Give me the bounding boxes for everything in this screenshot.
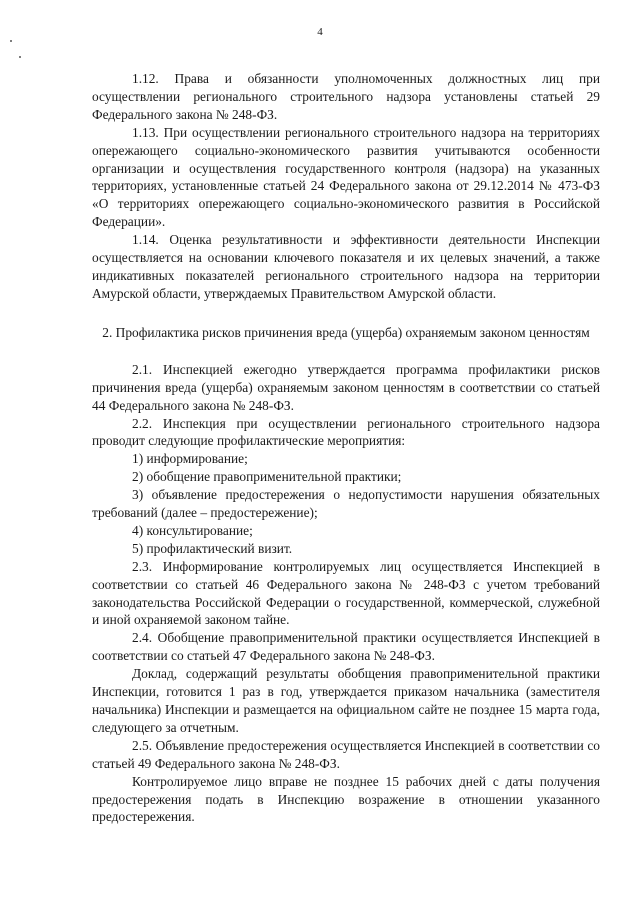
paragraph-2-5-objection: Контролируемое лицо вправе не позднее 15 рабочих дней с даты получения предостережения подать в Инспекцию возражение в отношении указанного предостережения. [92, 773, 600, 825]
list-item: 4) консультирование; [132, 522, 253, 538]
paragraph-2-2: 2.2. Инспекция при осуществлении регионального строительного надзора проводит следующие профилактические мероприятия: [92, 415, 600, 449]
paragraph-2-4-report: Доклад, содержащий результаты обобщения правоприменительной практики Инспекции, готовится 1 раз в год, утверждается приказом начальника (заместителя начальника) Инспекции и размещается на официальном сайте не позднее 15 марта года, следующего за отчетным. [92, 666, 600, 735]
page-number: 4 [317, 26, 323, 38]
paragraph-2-1: 2.1. Инспекцией ежегодно утверждается программа профилактики рисков причинения вреда (ущерба) охраняемым законом ценностям в соответствии со статьей 44 Федерального закона № 248-ФЗ. [92, 361, 600, 413]
paragraph-1-14: 1.14. Оценка результативности и эффективности деятельности Инспекции осуществляется на основании ключевого показателя и их целевых значений, а также индикативных показателей регионального строительного надзора на территории Амурской области, утверждаемых Правительством Амурской области. [92, 232, 600, 301]
paragraph-2-4: 2.4. Обобщение правоприменительной практики осуществляется Инспекцией в соответствии со статьей 47 Федерального закона № 248-ФЗ. [92, 630, 600, 664]
section-heading: 2. Профилактика рисков причинения вреда (ущерба) охраняемым законом ценностям [102, 324, 590, 340]
scan-speck [19, 56, 21, 58]
scan-speck [10, 40, 12, 42]
paragraph-1-12: 1.12. Права и обязанности уполномоченных должностных лиц при осуществлении регионального строительного надзора установлены статьей 29 Федерального закона № 248-ФЗ. [92, 71, 600, 122]
list-item: 5) профилактический визит. [132, 540, 293, 556]
paragraph-1-13: 1.13. При осуществлении регионального строительного надзора на территориях опережающего социально-экономического развития учитываются особенности организации и осуществления государственного контроля (надзора) на указанных территориях, установленные статьей 24 Федерального закона от 29.12.2014 № 473-ФЗ «О территориях опережающего социально-экономического развития в Российской Федерации». [92, 124, 600, 230]
list-item: 3) объявление предостережения о недопустимости нарушения обязательных требований (далее – предостережение); [92, 487, 600, 521]
document-body [92, 70, 600, 826]
paragraph-2-5: 2.5. Объявление предостережения осуществляется Инспекцией в соответствии со статьей 49 Федерального закона № 248-ФЗ. [92, 737, 600, 771]
list-item: 1) информирование; [132, 451, 248, 467]
paragraph-2-3: 2.3. Информирование контролируемых лиц осуществляется Инспекцией в соответствии со статьей 46 Федерального закона № 248-ФЗ с учетом требований законодательства Российской Федерации о государственной, коммерческой, служебной и иной охраняемой законом тайне. [92, 558, 600, 628]
list-item: 2) обобщение правоприменительной практики; [132, 469, 402, 485]
